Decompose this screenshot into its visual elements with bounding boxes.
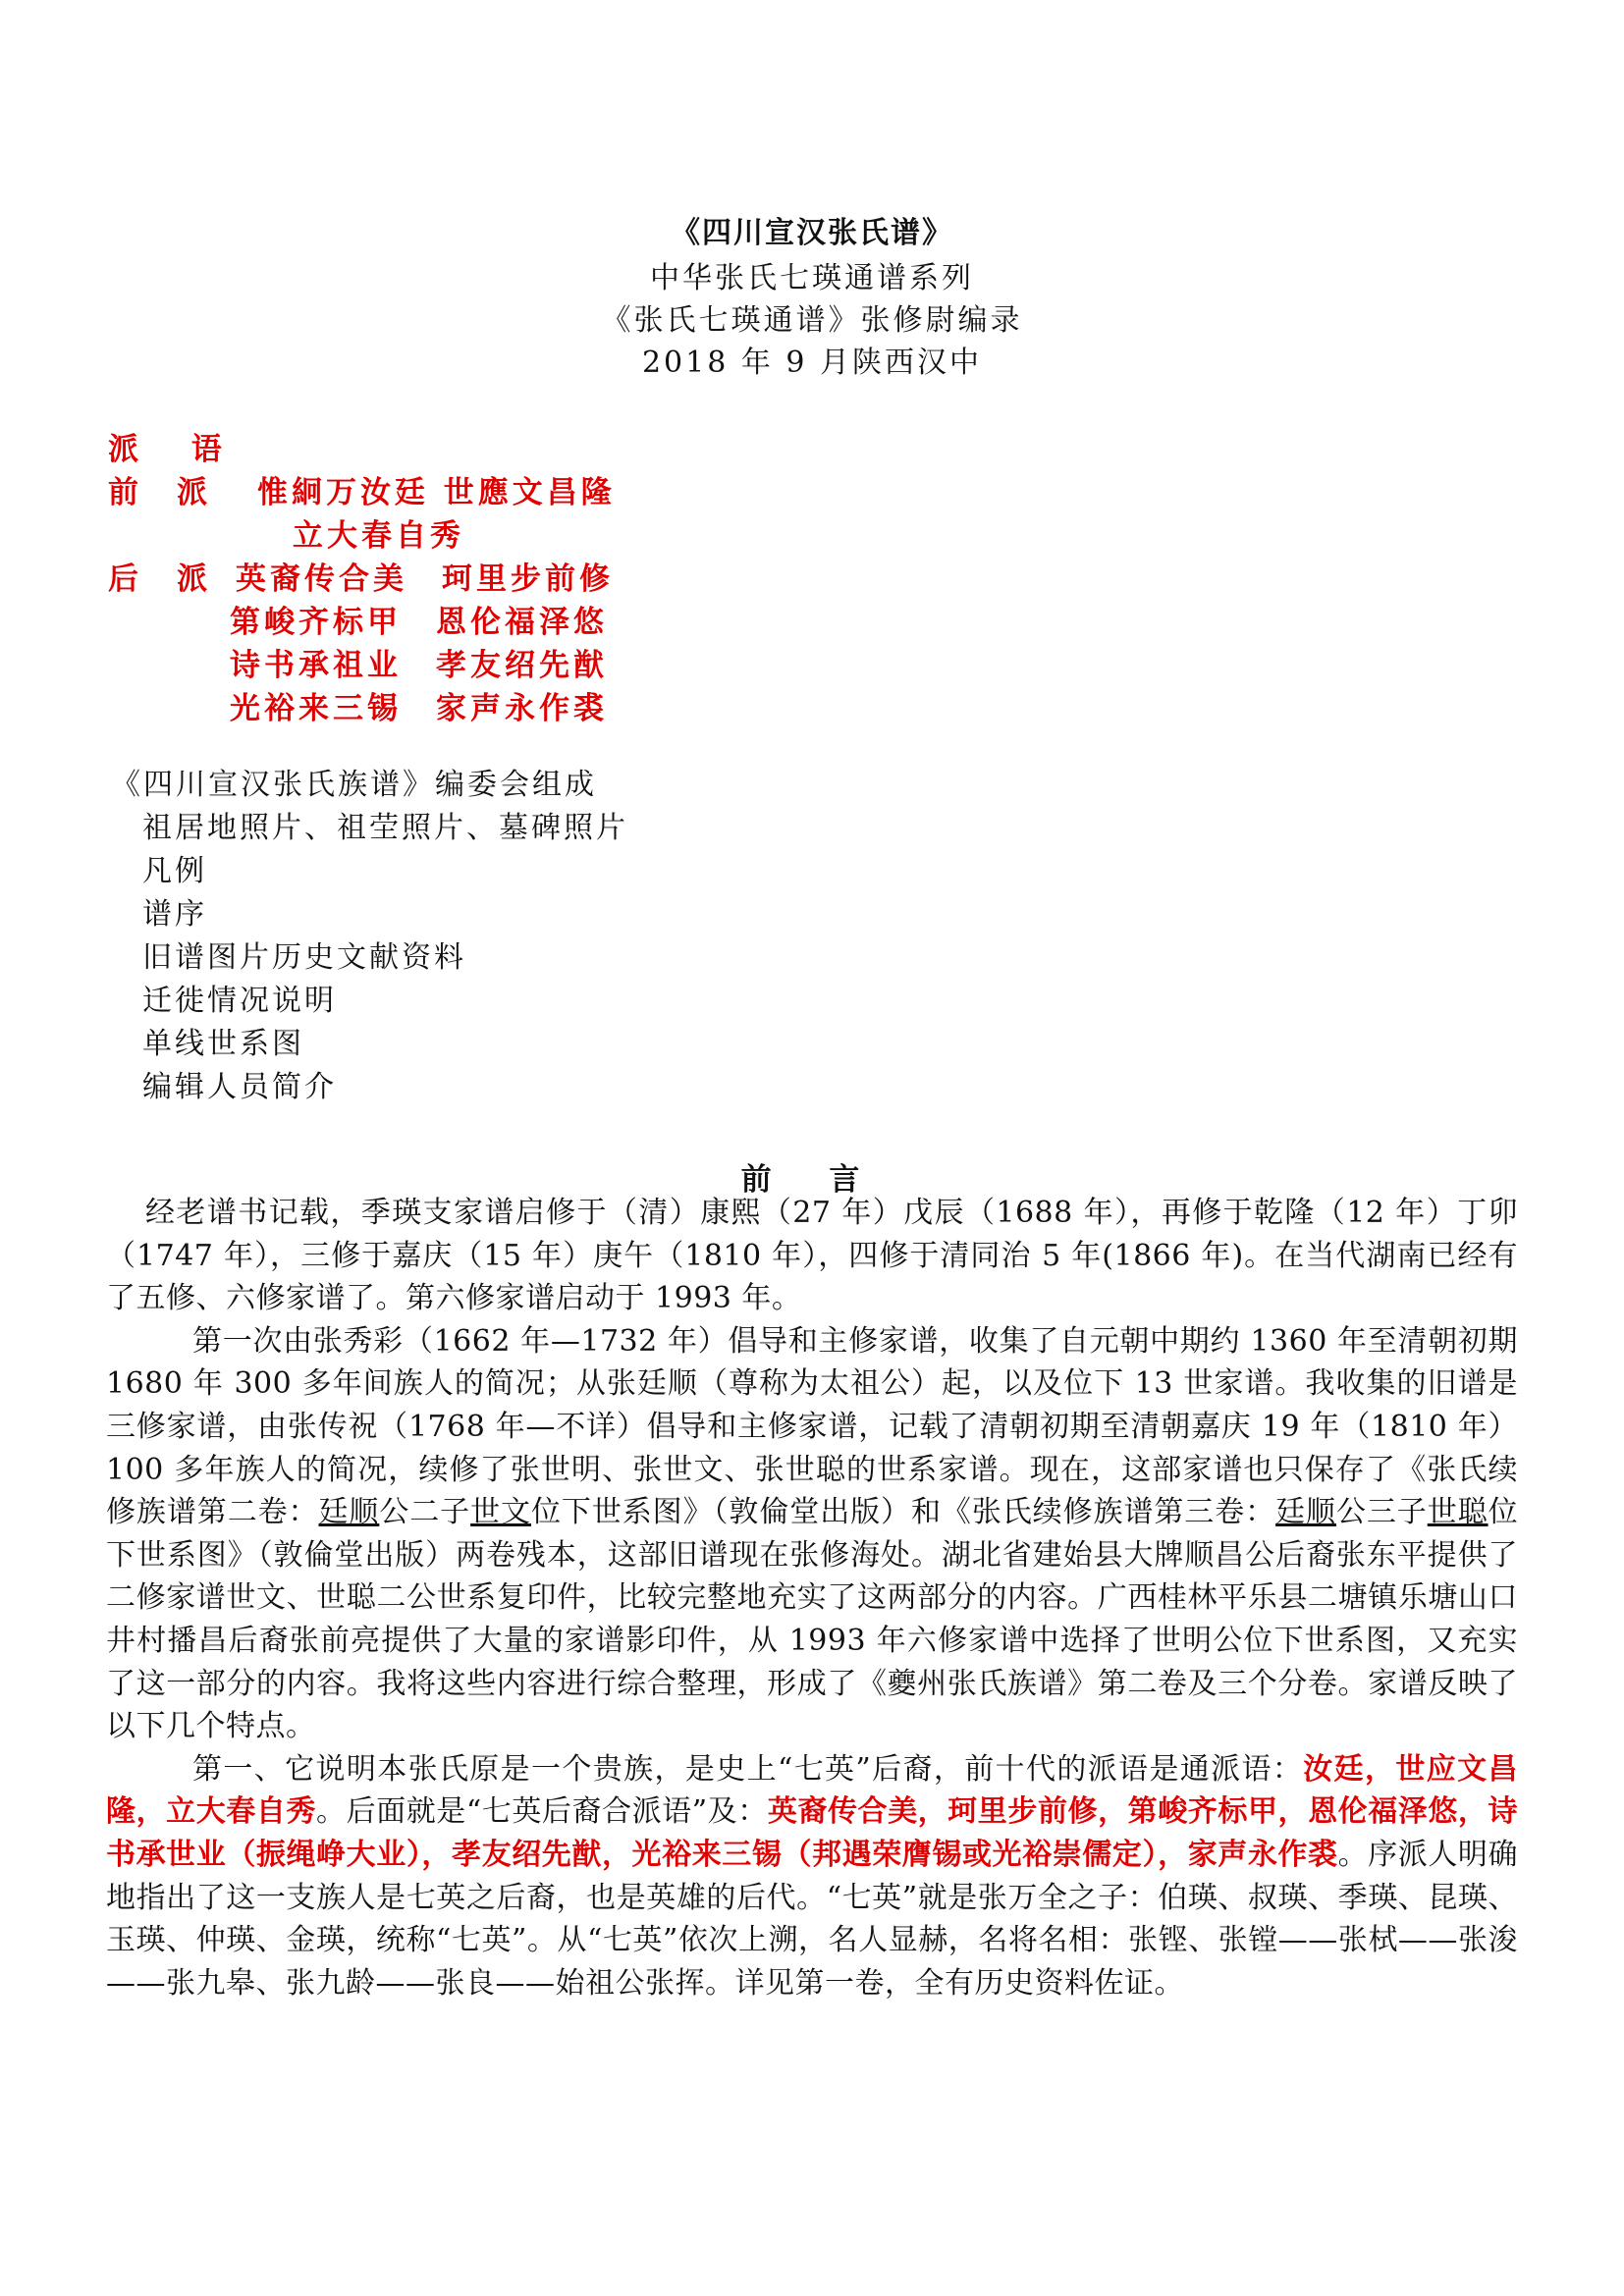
preface-paragraph [106,1748,1518,2005]
text-run: 位下世系图》（敦倫堂出版）和《张氏续修族谱第三卷： [530,1495,1276,1530]
toc-item: 凡例 [142,854,207,888]
underlined-name: 世聪 [1427,1495,1489,1530]
highlighted-paiyu: 汝廷，世应文昌隆，立大春自秀 [106,1751,1518,1830]
toc-item: 旧谱图片历史文献资料 [142,940,466,975]
toc-heading: 《四川宣汉张氏族谱》编委会组成 [111,768,597,802]
text-run: 。序派人明确地指出了这一支族人是七英之后裔，也是英雄的后代。“七英”就是张万全之子：伯瑛、叔瑛、季瑛、昆瑛、玉瑛、仲瑛、金瑛，统称“七英”。从“七英”依次上溯，名人显赫，名将名相：张铿、张镗——张栻——张浚——张九皋、张九龄——张良——始祖公张挥。详见第一卷，全有历史资料佐证。 [106,1837,1519,2001]
preface-heading: 前 言 [740,1162,884,1198]
contents-list [111,764,628,1109]
series-subtitle: 中华张氏七瑛通谱系列 [650,261,974,295]
toc-item: 迁徙情况说明 [142,984,337,1018]
qian-pai-label: 前 派 [108,475,211,510]
date-place-line: 2018 年 9 月陕西汉中 [641,346,983,380]
preface-body [106,1192,1518,2004]
highlighted-paiyu: 英裔传合美，珂里步前修，第峻齐标甲，恩伦福泽悠，诗书承世业（振绳峥大业），孝友绍先猷，光裕来三锡（邦遇荣膺锡或光裕崇儒定），家声永作裘 [106,1794,1519,1872]
underlined-name: 世文 [470,1495,531,1530]
hou-pai-line: 英裔传合美 珂里步前修 [236,561,614,597]
hou-pai-line: 光裕来三锡 家声永作裘 [230,691,608,726]
text-run: 。后面就是“七英后裔合派语”及： [316,1794,768,1830]
qian-pai-line: 立大春自秀 [293,518,464,554]
text-run: 第一次由张秀彩（1662 年—1732 年）倡导和主修家谱，收集了自元朝中期约 1360 年至清朝初期 1680 年 300 多年间族人的简况；从张廷顺（尊称为太祖公）起，以及位下 13 世家谱。我收集的旧谱是三修家谱，由张传祝（1768 年—不详）倡导和主修家谱，记载了清朝初期至清朝嘉庆 19 年（1810 年）100 多年族人的简况，续修了张世明、张世文、张世聪的世系家谱。现在，这部家谱也只保存了《张氏续修族谱第二卷： [106,1323,1518,1530]
toc-item: 祖居地照片、祖茔照片、墓碑照片 [142,811,628,845]
paiyu-heading: 派 语 [108,432,226,467]
preface-paragraph: 经老谱书记载，季瑛支家谱启修于（清）康熙（27 年）戊辰（1688 年），再修于乾隆（12 年）丁卯（1747 年），三修于嘉庆（15 年）庚午（1810 年），四修于清同治 5 年(1866 年)。在当代湖南已经有了五修、六修家谱了。第六修家谱启动于 1993 年。 [106,1196,1518,1316]
text-run: 第一、它说明本张氏原是一个贵族，是史上“七英”后裔，前十代的派语是通派语： [192,1751,1304,1787]
underlined-name: 廷顺 [318,1495,380,1530]
underlined-name: 廷顺 [1275,1495,1336,1530]
document-title: 《四川宣汉张氏谱》 [671,216,953,250]
toc-item: 编辑人员简介 [142,1070,337,1104]
text-run: 位下世系图》（敦倫堂出版）两卷残本，这部旧谱现在张修海处。湖北省建始县大牌顺昌公后裔张东平提供了二修家谱世文、世聪二公世系复印件，比较完整地充实了这两部分的内容。广西桂林平乐县二塘镇乐塘山口井村播昌后裔张前亮提供了大量的家谱影印件，从 1993 年六修家谱中选择了世明公位下世系图，又充实了这一部分的内容。我将这些内容进行综合整理，形成了《夔州张氏族谱》第二卷及三个分卷。家谱反映了以下几个特点。 [106,1495,1519,1744]
preface-paragraph [106,1320,1518,1748]
text-run: 公二子 [379,1495,471,1530]
hou-pai-line: 诗书承祖业 孝友绍先猷 [230,648,608,683]
qian-pai-line: 惟絅万汝廷 世應文昌隆 [257,475,616,510]
hou-pai-line: 第峻齐标甲 恩伦福泽悠 [230,605,608,640]
toc-item: 单线世系图 [142,1027,304,1061]
text-run: 公三子 [1335,1495,1428,1530]
editor-line: 《张氏七瑛通谱》张修尉编录 [601,303,1023,338]
toc-item: 谱序 [142,897,207,932]
hou-pai-label: 后 派 [108,561,211,597]
